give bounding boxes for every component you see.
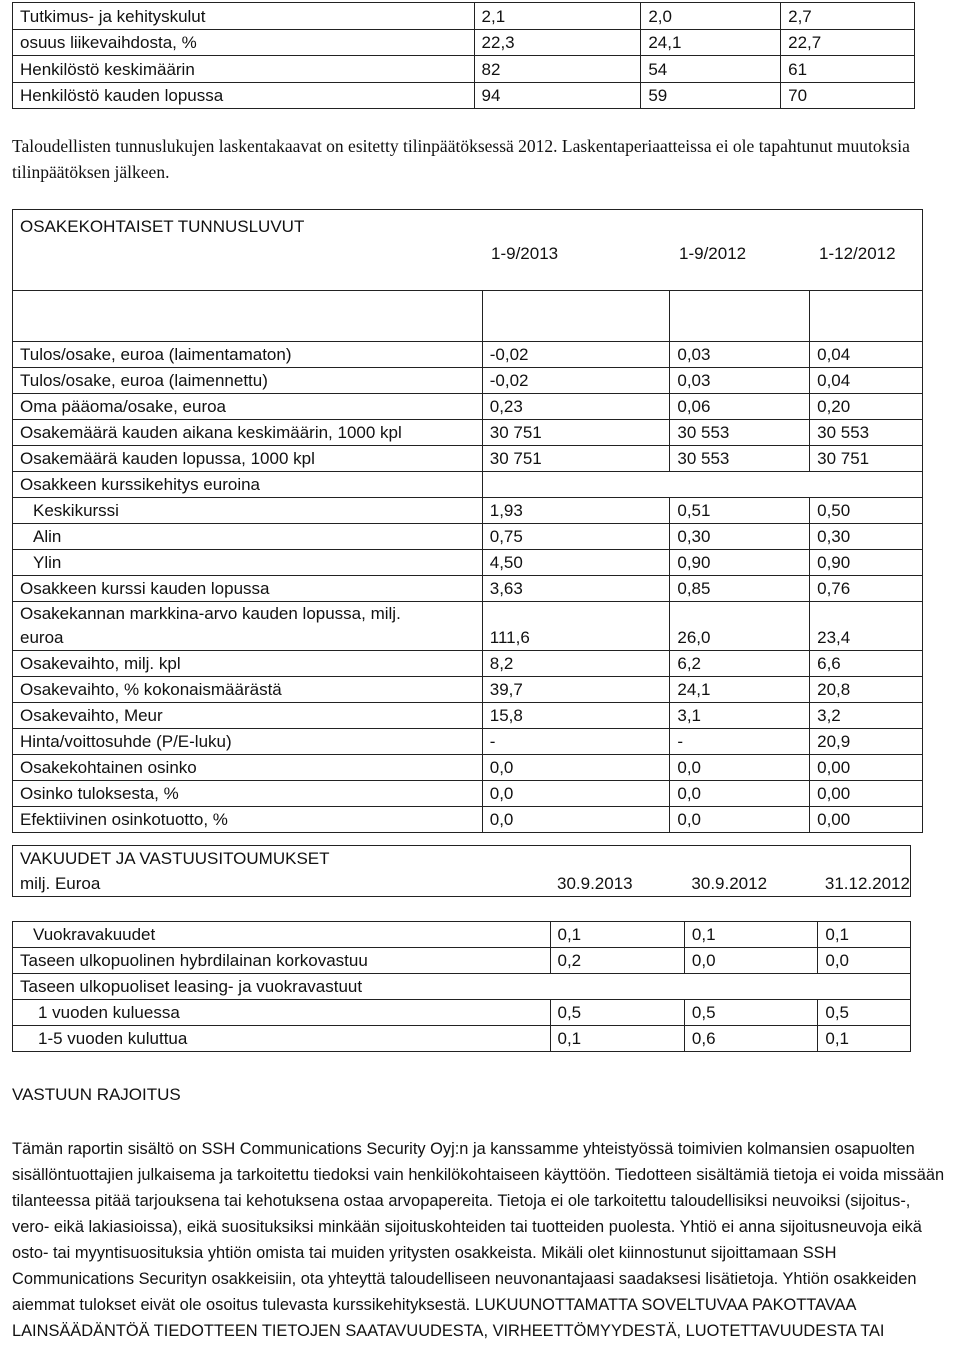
table-row <box>13 446 923 472</box>
empty-cell <box>13 897 911 922</box>
value-cell: 0,0 <box>670 807 810 833</box>
empty-cell <box>482 291 670 342</box>
value-cell: 1,93 <box>482 498 670 524</box>
table-header-row <box>13 210 923 291</box>
value-cell: 0,20 <box>810 394 923 420</box>
value-cell: 2,7 <box>781 3 915 30</box>
table-row <box>13 922 911 948</box>
value-cell: 0,0 <box>482 755 670 781</box>
share-figures-table <box>12 209 923 833</box>
row-label: Osakekohtainen osinko <box>13 755 483 781</box>
empty-cell <box>810 291 923 342</box>
value-cell: 24,1 <box>670 677 810 703</box>
table-row <box>13 1000 911 1026</box>
row-label: Hinta/voittosuhde (P/E-luku) <box>13 729 483 755</box>
value-cell: 0,1 <box>550 1026 684 1052</box>
column-header: 1-12/2012 <box>819 244 896 263</box>
table-row <box>13 3 915 30</box>
value-cell: 0,0 <box>670 755 810 781</box>
value-cell: 0,30 <box>810 524 923 550</box>
value-cell: 30 553 <box>670 420 810 446</box>
value-cell: 2,0 <box>641 3 781 30</box>
value-cell: 30 553 <box>810 420 923 446</box>
value-cell: 2,1 <box>474 3 641 30</box>
row-label: Osinko tuloksesta, % <box>13 781 483 807</box>
value-cell: 0,5 <box>550 1000 684 1026</box>
value-cell: -0,02 <box>482 342 670 368</box>
row-label: 1 vuoden kuluessa <box>13 1000 551 1026</box>
value-cell: 20,9 <box>810 729 923 755</box>
row-label: Tutkimus- ja kehityskulut <box>13 3 475 30</box>
value-cell: 0,51 <box>670 498 810 524</box>
value-cell: 0,00 <box>810 807 923 833</box>
table-row <box>13 498 923 524</box>
column-header: 31.12.2012 <box>818 871 911 897</box>
empty-cell <box>482 472 922 498</box>
value-cell: 30 553 <box>670 446 810 472</box>
row-label: Keskikurssi <box>13 498 483 524</box>
value-cell: 24,1 <box>641 29 781 56</box>
row-label: Efektiivinen osinkotuotto, % <box>13 807 483 833</box>
disclaimer-text: Tämän raportin sisältö on SSH Communications Security Oyj:n ja kanssamme yhteistyössä toimivien kolmansien osapuolten sisällöntuottajien julkaisema ja tarkoitettu tiedoksi vain henkilökohtaiseen käyttöön. Tiedotteen sisältämiä tietoja ei voida missään tilanteessa pitää tarjouksena tai kehotuksena ostaa arvopapereita. Tietoja ei ole tarkoitettu taloudellisiksi neuvoiksi (sijoitus-, vero- eikä lakiasioissa), eikä suosituksiksi minkään sijoituskohteiden tai tuotteiden puolesta. Yhtiö ei anna sijoitusneuvoja eikä osto- tai myyntisuosituksia yhtiön omista tai muiden yritysten osakkeista. Mikäli olet kiinnostunut sijoittamaan SSH Communications Securityn osakkeisiin, ota yhteyttä taloudelliseen neuvonantajaasi saadaksesi lisätietoja. Yhtiön osakkeiden aiemmat tulokset eivät ole osoitus tulevasta kurssikehityksestä. LUKUUNOTTAMATTA SOVELTUVAA PAKOTTAVAA LAINSÄÄDÄNTÖÄ TIEDOTTEEN TIETOJEN SAATAVUUDESTA, VIRHEETTÖMYYDESTÄ, LUOTETTAVUUDESTA TAI <box>12 1140 945 1340</box>
table-row <box>13 755 923 781</box>
value-cell: 4,50 <box>482 550 670 576</box>
table-row <box>13 29 915 56</box>
value-cell: 0,0 <box>482 807 670 833</box>
column-header: 30.9.2013 <box>550 871 684 897</box>
value-cell: 0,50 <box>810 498 923 524</box>
spacer-row <box>13 291 923 342</box>
row-label: Osakkeen kurssikehitys euroina <box>13 472 483 498</box>
value-cell: 0,00 <box>810 781 923 807</box>
table-row <box>13 703 923 729</box>
value-cell: - <box>670 729 810 755</box>
value-cell: 23,4 <box>810 602 923 651</box>
table-row <box>13 368 923 394</box>
value-cell: 0,1 <box>684 922 817 948</box>
table-row <box>13 394 923 420</box>
value-cell: 0,04 <box>810 342 923 368</box>
value-cell: 0,1 <box>550 922 684 948</box>
calculation-note: Taloudellisten tunnuslukujen laskentakaavat on esitetty tilinpäätöksessä 2012. Laskentaperiaatteissa ei ole tapahtunut muutoksia tilinpäätöksen jälkeen. <box>12 136 910 182</box>
value-cell: 0,03 <box>670 342 810 368</box>
rd-table <box>12 2 915 109</box>
table-row <box>13 56 915 83</box>
table-row <box>13 576 923 602</box>
value-cell: 0,00 <box>810 755 923 781</box>
row-label: Henkilöstö keskimäärin <box>13 56 475 83</box>
value-cell: 0,5 <box>684 1000 817 1026</box>
value-cell: 0,03 <box>670 368 810 394</box>
row-label: Vuokravakuudet <box>13 922 551 948</box>
value-cell: - <box>482 729 670 755</box>
value-cell: 3,63 <box>482 576 670 602</box>
column-header: 30.9.2012 <box>684 871 817 897</box>
value-cell: 94 <box>474 82 641 109</box>
table-row <box>13 974 911 1000</box>
table-row <box>13 948 911 974</box>
value-cell: 0,90 <box>810 550 923 576</box>
value-cell: 0,0 <box>482 781 670 807</box>
row-label: Alin <box>13 524 483 550</box>
value-cell: 8,2 <box>482 651 670 677</box>
value-cell: 0,85 <box>670 576 810 602</box>
value-cell: 30 751 <box>810 446 923 472</box>
row-label: Taseen ulkopuoliset leasing- ja vuokravastuut <box>13 974 911 1000</box>
value-cell: -0,02 <box>482 368 670 394</box>
table-row <box>13 677 923 703</box>
value-cell: 0,23 <box>482 394 670 420</box>
row-label: Osakevaihto, % kokonaismäärästä <box>13 677 483 703</box>
table-row <box>13 420 923 446</box>
column-header: 1-9/2013 <box>491 244 559 263</box>
empty-cell <box>670 291 810 342</box>
table-row <box>13 602 923 651</box>
value-cell: 3,1 <box>670 703 810 729</box>
value-cell: 111,6 <box>482 602 670 651</box>
row-label: Osakemäärä kauden lopussa, 1000 kpl <box>13 446 483 472</box>
table-header-row <box>13 871 911 897</box>
column-header: 1-9/2012 <box>679 244 747 263</box>
value-cell: 0,1 <box>818 922 911 948</box>
value-cell: 0,0 <box>818 948 911 974</box>
table-row <box>13 729 923 755</box>
value-cell: 0,04 <box>810 368 923 394</box>
value-cell: 3,2 <box>810 703 923 729</box>
value-cell: 39,7 <box>482 677 670 703</box>
disclaimer-title: VASTUUN RAJOITUS <box>12 1085 181 1104</box>
value-cell: 6,2 <box>670 651 810 677</box>
row-label: Osakevaihto, Meur <box>13 703 483 729</box>
value-cell: 0,06 <box>670 394 810 420</box>
value-cell: 20,8 <box>810 677 923 703</box>
row-label: Osakevaihto, milj. kpl <box>13 651 483 677</box>
row-label: Osakekannan markkina-arvo kauden lopussa, milj. euroa <box>13 602 483 651</box>
value-cell: 0,0 <box>670 781 810 807</box>
value-cell: 22,3 <box>474 29 641 56</box>
table-row <box>13 342 923 368</box>
table-row <box>13 472 923 498</box>
value-cell: 22,7 <box>781 29 915 56</box>
value-cell: 82 <box>474 56 641 83</box>
table-row <box>13 651 923 677</box>
value-cell: 0,2 <box>550 948 684 974</box>
value-cell: 0,30 <box>670 524 810 550</box>
value-cell: 59 <box>641 82 781 109</box>
unit-label: milj. Euroa <box>13 871 551 897</box>
value-cell: 6,6 <box>810 651 923 677</box>
value-cell: 0,6 <box>684 1026 817 1052</box>
table-header-row <box>13 846 911 872</box>
empty-cell <box>13 291 483 342</box>
row-label: Oma pääoma/osake, euroa <box>13 394 483 420</box>
row-label: Tulos/osake, euroa (laimentamaton) <box>13 342 483 368</box>
row-label: Osakemäärä kauden aikana keskimäärin, 1000 kpl <box>13 420 483 446</box>
value-cell: 54 <box>641 56 781 83</box>
table-row <box>13 807 923 833</box>
value-cell: 0,75 <box>482 524 670 550</box>
row-label: Tulos/osake, euroa (laimennettu) <box>13 368 483 394</box>
row-label: Henkilöstö kauden lopussa <box>13 82 475 109</box>
table-row <box>13 781 923 807</box>
row-label: osuus liikevaihdosta, % <box>13 29 475 56</box>
table-row <box>13 1026 911 1052</box>
table-title: OSAKEKOHTAISET TUNNUSLUVUT <box>20 217 305 236</box>
value-cell: 30 751 <box>482 420 670 446</box>
value-cell: 30 751 <box>482 446 670 472</box>
table-row <box>13 550 923 576</box>
value-cell: 70 <box>781 82 915 109</box>
value-cell: 0,76 <box>810 576 923 602</box>
table-title: VAKUUDET JA VASTUUSITOUMUKSET <box>13 846 911 872</box>
guarantees-table <box>12 845 911 1052</box>
row-label: Ylin <box>13 550 483 576</box>
value-cell: 61 <box>781 56 915 83</box>
value-cell: 0,0 <box>684 948 817 974</box>
header-cell <box>13 210 923 291</box>
spacer-row <box>13 897 911 922</box>
value-cell: 26,0 <box>670 602 810 651</box>
value-cell: 0,90 <box>670 550 810 576</box>
table-row <box>13 82 915 109</box>
value-cell: 0,5 <box>818 1000 911 1026</box>
value-cell: 15,8 <box>482 703 670 729</box>
table-row <box>13 524 923 550</box>
row-label: Taseen ulkopuolinen hybrdilainan korkovastuu <box>13 948 551 974</box>
row-label: Osakkeen kurssi kauden lopussa <box>13 576 483 602</box>
value-cell: 0,1 <box>818 1026 911 1052</box>
row-label: 1-5 vuoden kuluttua <box>13 1026 551 1052</box>
